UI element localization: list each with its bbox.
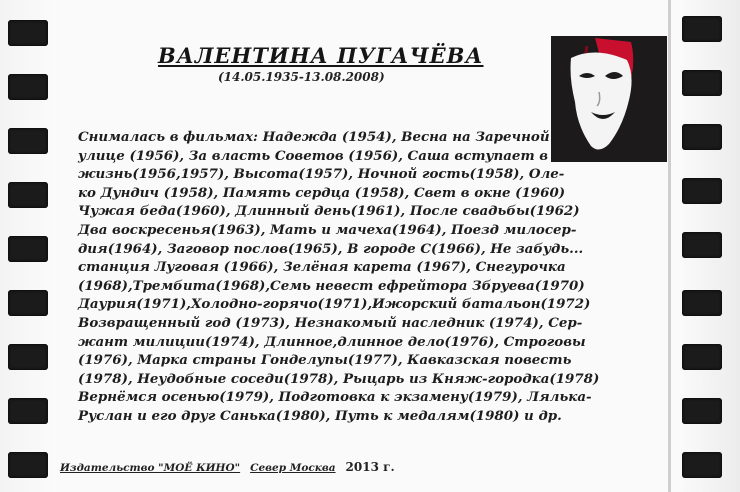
filmography-line: станция Луговая (1966), Зелёная карета (1967), Снегурочка	[78, 259, 566, 276]
publisher-name: Издательство "МОЁ КИНО"	[60, 462, 241, 474]
filmography-line: (1968),Трембита(1968),Семь невест ефрейтора Збруева(1970)	[78, 277, 585, 294]
actress-name: ВАЛЕНТИНА ПУГАЧЁВА	[158, 43, 484, 68]
filmography-line: (1976), Марка страны Гонделупы(1977), Кавказская повесть	[78, 352, 572, 369]
film-strip-left	[0, 0, 56, 492]
film-perforation	[682, 124, 722, 150]
filmography-line: Чужая беда(1960), Длинный день(1961), После свадьбы(1962)	[78, 203, 580, 220]
film-perforation	[8, 236, 48, 262]
film-perforation	[682, 398, 722, 424]
publisher-footer	[60, 460, 395, 474]
filmography-line: Возвращенный год (1973), Незнакомый наследник (1974), Сер-	[78, 314, 583, 331]
filmography-line: ко Дундич (1958), Память сердца (1958), Свет в окне (1960)	[78, 184, 566, 201]
publisher-city: Север Москва	[250, 462, 336, 474]
film-perforation	[682, 232, 722, 258]
film-perforation	[682, 178, 722, 204]
filmography-line: улице (1956), За власть Советов (1956), Саша вступает в	[78, 147, 549, 164]
filmography-line: Даурия(1971),Холодно-горячо(1971),Ижорский батальон(1972)	[78, 296, 591, 313]
filmography-line: жант милиции(1974), Длинное,длинное дело(1976), Строговы	[78, 333, 586, 350]
life-dates: (14.05.1935-13.08.2008)	[218, 70, 385, 84]
film-perforation	[682, 16, 722, 42]
film-perforation	[8, 398, 48, 424]
frame-divider	[668, 0, 671, 492]
film-perforation	[8, 182, 48, 208]
film-perforation	[8, 290, 48, 316]
filmography-line: (1978), Неудобные соседи(1978), Рыцарь из Княж-городка(1978)	[78, 370, 600, 387]
film-perforation	[8, 20, 48, 46]
film-perforation	[682, 344, 722, 370]
publication-year: 2013 г.	[345, 460, 395, 474]
film-perforation	[682, 70, 722, 96]
filmography-line: жизнь(1956,1957), Высота(1957), Ночной гость(1958), Оле-	[78, 166, 565, 183]
film-perforation	[8, 452, 48, 478]
filmography-line: Два воскресенья(1963), Мать и мачеха(1964), Поезд милосер-	[78, 221, 577, 238]
filmography-line: дия(1964), Заговор послов(1965), В городе С(1966), Не забудь...	[78, 240, 584, 257]
filmography-line: Вернёмся осенью(1979), Подготовка к экзамену(1979), Лялька-	[78, 389, 592, 406]
filmography-line: Снималась в фильмах: Надежда (1954), Весна на Заречной	[78, 129, 550, 145]
film-perforation	[8, 74, 48, 100]
film-perforation	[8, 344, 48, 370]
filmography-line: Руслан и его друг Санька(1980), Путь к медалям(1980) и др.	[78, 407, 562, 424]
film-perforation	[8, 128, 48, 154]
film-perforation	[682, 452, 722, 478]
film-strip-right	[676, 0, 740, 492]
film-perforation	[682, 290, 722, 316]
filmography-text	[78, 128, 658, 426]
